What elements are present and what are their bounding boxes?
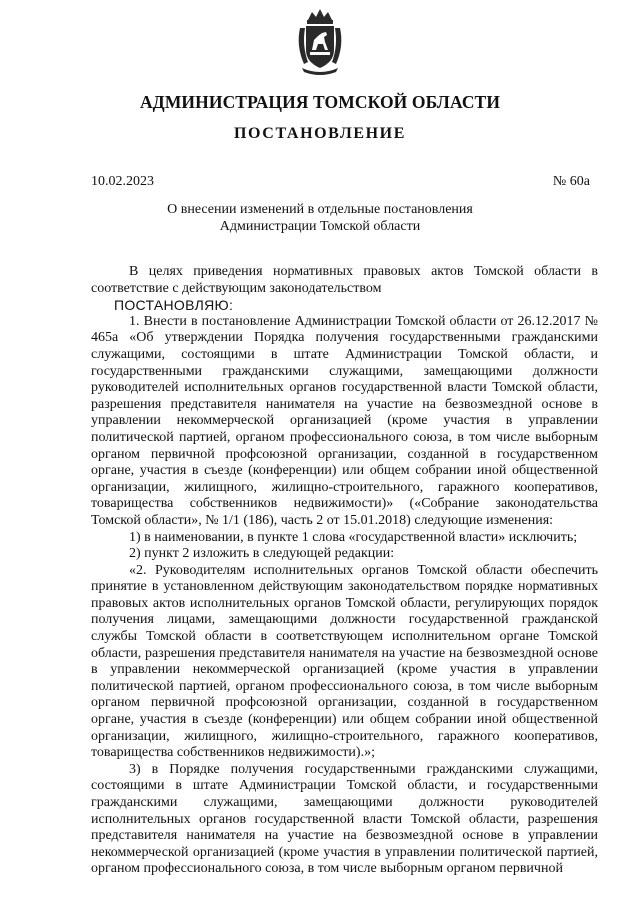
subject-line-1: О внесении изменений в отдельные постановления — [167, 202, 473, 217]
organization-name: АДМИНИСТРАЦИЯ ТОМСКОЙ ОБЛАСТИ — [139, 92, 501, 112]
document-date: 10.02.2023 — [91, 174, 154, 189]
subitem-3-paragraph: 3) в Порядке получения государственными гражданскими служащими, состоящими в штате Администрации Томской области, и государственными гражданскими служащими, замещающими должности руководителей исполнительных органов государственной власти Томской области, разрешения представителя нанимателя на участие на безвозмездной основе в управлении некоммерческой организацией (кроме участия в управлении политической партией, органом профессионального союза, в том числе выборным органом первичной — [91, 761, 598, 877]
subject-line-2: Администрации Томской области — [219, 219, 421, 234]
document-type: ПОСТАНОВЛЕНИЕ — [234, 125, 406, 142]
document-subject — [0, 201, 640, 235]
decree-word: ПОСТАНОВЛЯЮ: — [114, 297, 234, 314]
document-body — [91, 264, 598, 878]
tomsk-coat-of-arms-icon — [294, 6, 346, 76]
quoted-paragraph: «2. Руководителям исполнительных органов Томской области обеспечить принятие в установленном действующим законодательством порядке нормативных правовых актов исполнительных органов Томской области, регулирующих порядок получения лицами, замещающими должности государственной гражданской службы Томской области в соответствующем исполнительном органе Томской области, разрешения представителя нанимателя на участие на безвозмездной основе в управлении некоммерческой организацией (кроме участия в управлении политической партией, органом профессионального союза, в том числе выборным органом первичной профсоюзной организации, созданной в государственном органе, участия в съезде (конференции) или общем собрании иной общественной организации, жилищного, жилищно-строительного, гаражного кооперативов, товарищества собственников недвижимости).»; — [91, 562, 598, 761]
subitem-1-paragraph: 1) в наименовании, в пункте 1 слова «государственной власти» исключить; — [129, 529, 578, 545]
item-1-paragraph: 1. Внести в постановление Администрации Томской области от 26.12.2017 № 465а «Об утверждении Порядка получения государственными гражданскими служащими, состоящими в штате Администрации Томской области, и государственными гражданскими служащими, замещающими должности руководителей исполнительных органов государственной власти Томской области, разрешения представителя нанимателя на участие на безвозмездной основе в управлении некоммерческой организацией (кроме участия в управлении политической партией, органом профессионального союза, в том числе выборным органом первичной профсоюзной организации, созданной в государственном органе, участия в съезде (конференции) или общем собрании иной общественной организации, жилищного, жилищно-строительного, гаражного кооперативов, товарищества собственников недвижимости)» («Собрание законодательства Томской области», № 1/1 (186), часть 2 от 15.01.2018) следующие изменения: — [91, 313, 598, 528]
document-number: № 60а — [552, 174, 590, 189]
intro-paragraph: В целях приведения нормативных правовых актов Томской области в соответствие с действующим законодательством — [91, 264, 598, 296]
subitem-2-paragraph: 2) пункт 2 изложить в следующей редакции: — [129, 546, 395, 562]
